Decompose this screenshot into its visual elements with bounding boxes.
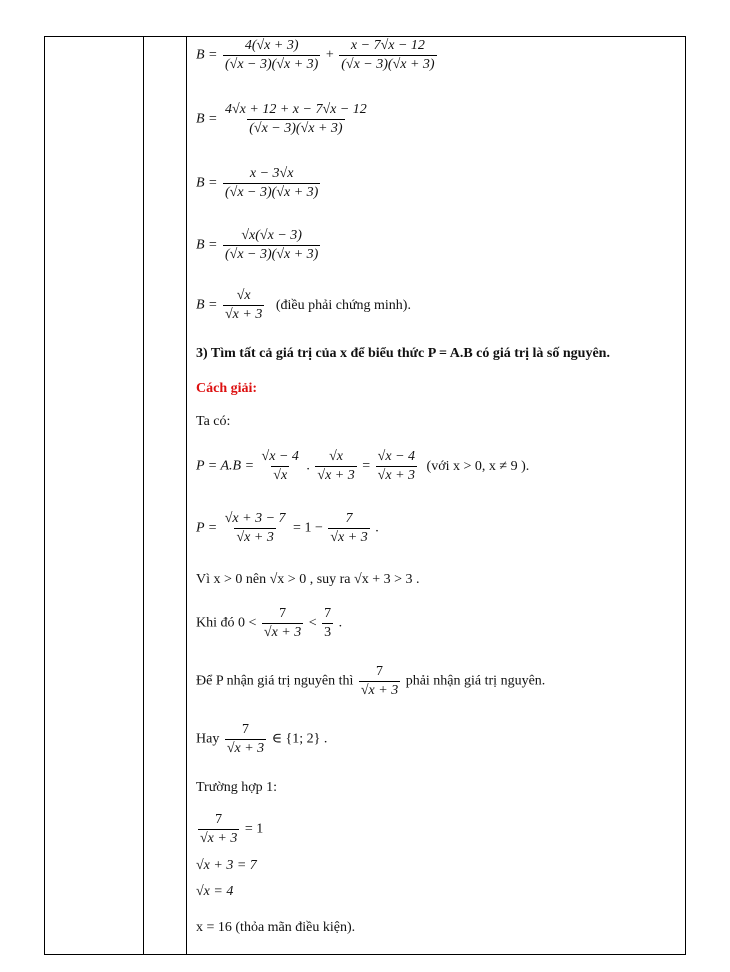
equation-t1: [196, 812, 263, 847]
denominator: √x + 3: [360, 683, 399, 698]
table-border-bottom: [44, 954, 686, 955]
denominator: (√x − 3)(√x + 3): [225, 57, 319, 72]
fraction: [223, 38, 320, 73]
equation-lhs: B =: [196, 111, 218, 127]
equation-lhs: B =: [196, 297, 218, 313]
equation-p1: [196, 449, 529, 484]
fraction: [223, 102, 369, 137]
numerator: x − 3√x: [249, 166, 294, 181]
equation-b4: [196, 228, 322, 263]
equation-lhs: B =: [196, 175, 218, 191]
numerator: 7: [279, 606, 287, 621]
equation-t2: √x + 3 = 7: [196, 858, 257, 873]
de-p-line: [196, 664, 545, 699]
denominator: 3: [324, 625, 332, 640]
equation-p2: [196, 511, 379, 546]
fraction: [359, 664, 400, 699]
denominator: √x + 3: [377, 468, 416, 483]
fraction: [223, 288, 264, 323]
table-column-divider: [143, 36, 144, 955]
operator: = 1: [244, 821, 264, 837]
denominator: √x + 3: [330, 530, 368, 545]
numerator: √x(√x − 3): [241, 228, 302, 243]
method-heading: Cách giải:: [196, 381, 258, 396]
fraction: [260, 449, 301, 484]
numerator: 7: [215, 812, 223, 827]
operator: .: [338, 615, 343, 631]
fraction: [223, 511, 288, 546]
equation-t4: x = 16 (thỏa mãn điều kiện).: [196, 920, 356, 935]
numerator: 7: [345, 511, 353, 526]
denominator: √x + 3: [317, 468, 355, 483]
equation-lhs: P =: [196, 520, 218, 536]
equation-b5: [196, 288, 411, 323]
table-border-top: [44, 36, 686, 37]
denominator: √x + 3: [263, 625, 302, 640]
text: ∈ {1; 2} .: [271, 731, 328, 747]
condition-note: (với x > 0, x ≠ 9 ).: [426, 458, 530, 474]
denominator: (√x − 3)(√x + 3): [341, 57, 435, 72]
table-column-divider-2: [186, 36, 187, 955]
fraction: [225, 722, 266, 757]
operator: =: [362, 458, 371, 474]
operator: .: [375, 520, 379, 536]
text: Để P nhận giá trị nguyên thì: [196, 673, 354, 689]
numerator: 7: [324, 606, 332, 621]
equation-lhs: B =: [196, 237, 218, 253]
equation-t3: √x = 4: [196, 884, 234, 899]
denominator: √x + 3: [225, 307, 263, 322]
text: Khi đó 0 <: [196, 615, 257, 631]
fraction: [328, 511, 369, 546]
denominator: √x + 3: [236, 530, 274, 545]
denominator: (√x − 3)(√x + 3): [249, 121, 343, 136]
text: Hay: [196, 731, 220, 747]
fraction: [262, 606, 303, 641]
numerator: √x: [236, 288, 251, 303]
denominator: √x: [273, 468, 288, 483]
proof-note: (điều phải chứng minh).: [275, 297, 411, 313]
equation-lhs: B =: [196, 47, 218, 63]
numerator: 4√x + 12 + x − 7√x − 12: [225, 102, 367, 117]
vi-line: Vì x > 0 nên √x > 0 , suy ra √x + 3 > 3 .: [196, 572, 420, 587]
equation-lhs: P = A.B =: [196, 458, 255, 474]
fraction: [322, 606, 333, 641]
numerator: √x + 3 − 7: [224, 511, 286, 526]
numerator: 4(√x + 3): [244, 38, 299, 53]
numerator: x − 7√x − 12: [350, 38, 425, 53]
fraction: [198, 812, 239, 847]
table-border-left: [44, 36, 45, 955]
operator: <: [308, 615, 317, 631]
fraction: [315, 449, 356, 484]
numerator: √x − 4: [261, 449, 299, 464]
equation-b1: [196, 38, 439, 73]
text: phải nhận giá trị nguyên.: [405, 673, 546, 689]
truong-hop-1: Trường hợp 1:: [196, 780, 278, 795]
fraction: [223, 228, 320, 263]
fraction: [376, 449, 417, 484]
denominator: (√x − 3)(√x + 3): [225, 185, 319, 200]
hay-line: [196, 722, 327, 757]
khi-do-line: [196, 606, 342, 641]
operator: .: [306, 458, 310, 474]
operator: = 1 −: [293, 520, 323, 536]
equation-b2: [196, 102, 371, 137]
fraction: [339, 38, 436, 73]
numerator: 7: [242, 722, 249, 737]
numerator: 7: [376, 664, 384, 679]
ta-co: Ta có:: [196, 414, 231, 429]
equation-b3: [196, 166, 322, 201]
denominator: √x + 3: [200, 831, 238, 846]
numerator: √x − 4: [377, 449, 416, 464]
denominator: (√x − 3)(√x + 3): [225, 247, 319, 262]
table-border-right: [685, 36, 686, 955]
operator: +: [325, 47, 334, 63]
fraction: [223, 166, 320, 201]
numerator: √x: [329, 449, 344, 464]
denominator: √x + 3: [226, 741, 265, 756]
question-3: 3) Tìm tất cả giá trị của x để biểu thức P = A.B có giá trị là số nguyên.: [196, 346, 610, 361]
